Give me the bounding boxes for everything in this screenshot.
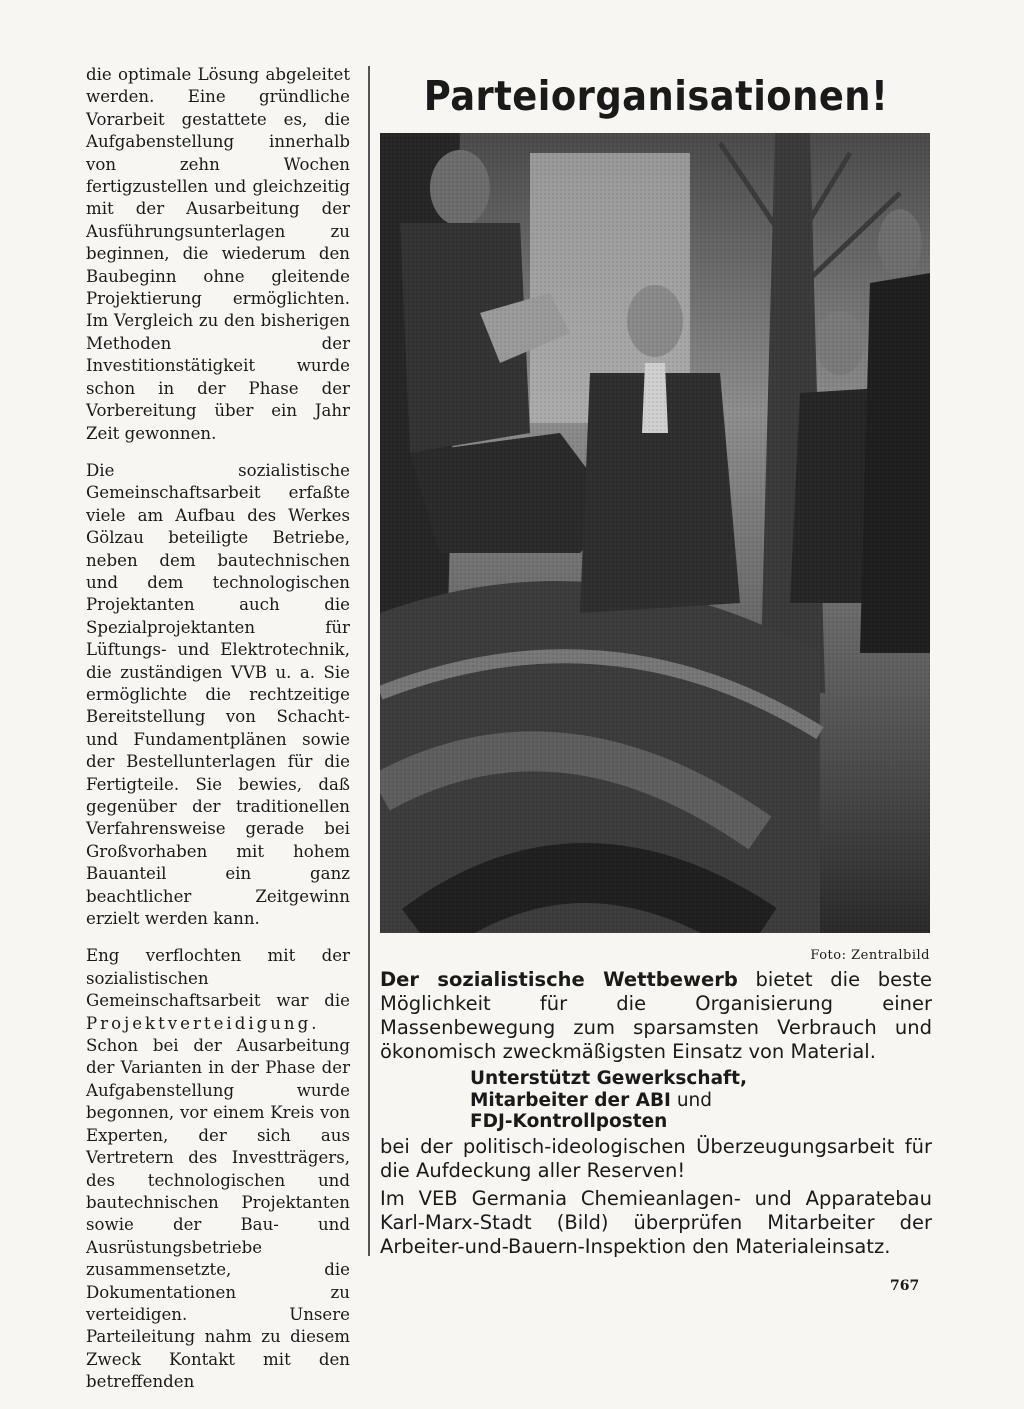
page-number: 767 bbox=[890, 1278, 920, 1294]
support-line-2-bold: Mitarbeiter der ABI bbox=[470, 1089, 671, 1111]
photo-illustration bbox=[380, 133, 930, 933]
caption-lead bbox=[380, 968, 932, 1064]
caption-lead-bold: Der sozialistische Wettbewerb bbox=[380, 968, 738, 991]
support-block bbox=[470, 1068, 932, 1133]
support-line-2-rest: und bbox=[670, 1089, 713, 1111]
paragraph-3-end: . Schon bei der Ausarbeitung der Varianten in der Phase der Aufgabenstellung wurde begonnen, vor einem Kreis von Experten, der sich aus Vertretern des Investträgers, des technologischen und bautechnischen Projektanten sowie der Bau- und Ausrüstungsbetriebe zusammensetzte, die Dokumentationen zu verteidigen. Unsere Parteileitung nahm zu diesem Zweck Kontakt mit den betreffenden bbox=[86, 1013, 350, 1392]
headline: Parteiorganisationen! bbox=[423, 72, 889, 120]
photo-credit: Foto: Zentralbild bbox=[810, 948, 930, 963]
support-line-3-text: FDJ-Kontrollposten bbox=[470, 1111, 668, 1132]
support-line-1 bbox=[470, 1068, 932, 1090]
support-line-1-text: Unterstützt Gewerkschaft, bbox=[470, 1068, 747, 1089]
support-line-3 bbox=[470, 1111, 932, 1133]
caption bbox=[380, 968, 932, 1259]
left-text-column bbox=[86, 64, 350, 1409]
caption-after: bei der politisch-ideologischen Überzeugungsarbeit für die Aufdeckung aller Reserven! bbox=[380, 1134, 932, 1182]
caption-lead-rest: bietet die beste Möglichkeit für die Organisierung einer Massenbewegung zum sparsamsten Verbrauch und ökonomisch zweckmäßigsten Einsatz von Material. bbox=[380, 968, 932, 1063]
paragraph-3-start: Eng verflochten mit der sozialistischen Gemeinschaftsarbeit war die bbox=[86, 946, 350, 1011]
paragraph-1: die optimale Lösung abgeleitet werden. Eine gründliche Vorarbeit gestattete es, die Aufgabenstellung innerhalb von zehn Wochen fertigzustellen und gleichzeitig mit der Ausarbeitung der Ausführungsunterlagen zu beginnen, die wiederum den Baubeginn ohne gleitende Projektierung ermöglichten. Im Vergleich zu den bisherigen Methoden der Investitionstätigkeit wurde schon in der Phase der Vorbereitung über ein Jahr Zeit gewonnen. bbox=[86, 65, 350, 443]
photo bbox=[380, 133, 930, 933]
caption-closing: Im VEB Germania Chemieanlagen- und Apparatebau Karl-Marx-Stadt (Bild) überprüfen Mitarbeiter der Arbeiter-und-Bauern-Inspektion den Materialeinsatz. bbox=[380, 1186, 932, 1258]
paragraph-3-spaced-term: Projektverteidigung bbox=[86, 1013, 312, 1033]
support-line-2 bbox=[470, 1090, 932, 1112]
paragraph-2: Die sozialistische Gemeinschaftsarbeit erfaßte viele am Aufbau des Werkes Gölzau beteiligte Betriebe, neben dem bautechnischen und dem technologischen Projektanten auch die Spezialprojektanten für Lüftungs- und Elektrotechnik, die zuständigen VVB u. a. Sie ermöglichte die rechtzeitige Bereitstellung von Schacht- und Fundamentplänen sowie der Bestellunterlagen für die Fertigteile. Sie bewies, daß gegenüber der traditionellen Verfahrensweise gerade bei Großvorhaben mit hohem Bauanteil ein ganz beachtlicher Zeitgewinn erzielt werden kann. bbox=[86, 460, 350, 929]
paragraph-3 bbox=[86, 945, 350, 1393]
column-divider bbox=[368, 66, 370, 1256]
